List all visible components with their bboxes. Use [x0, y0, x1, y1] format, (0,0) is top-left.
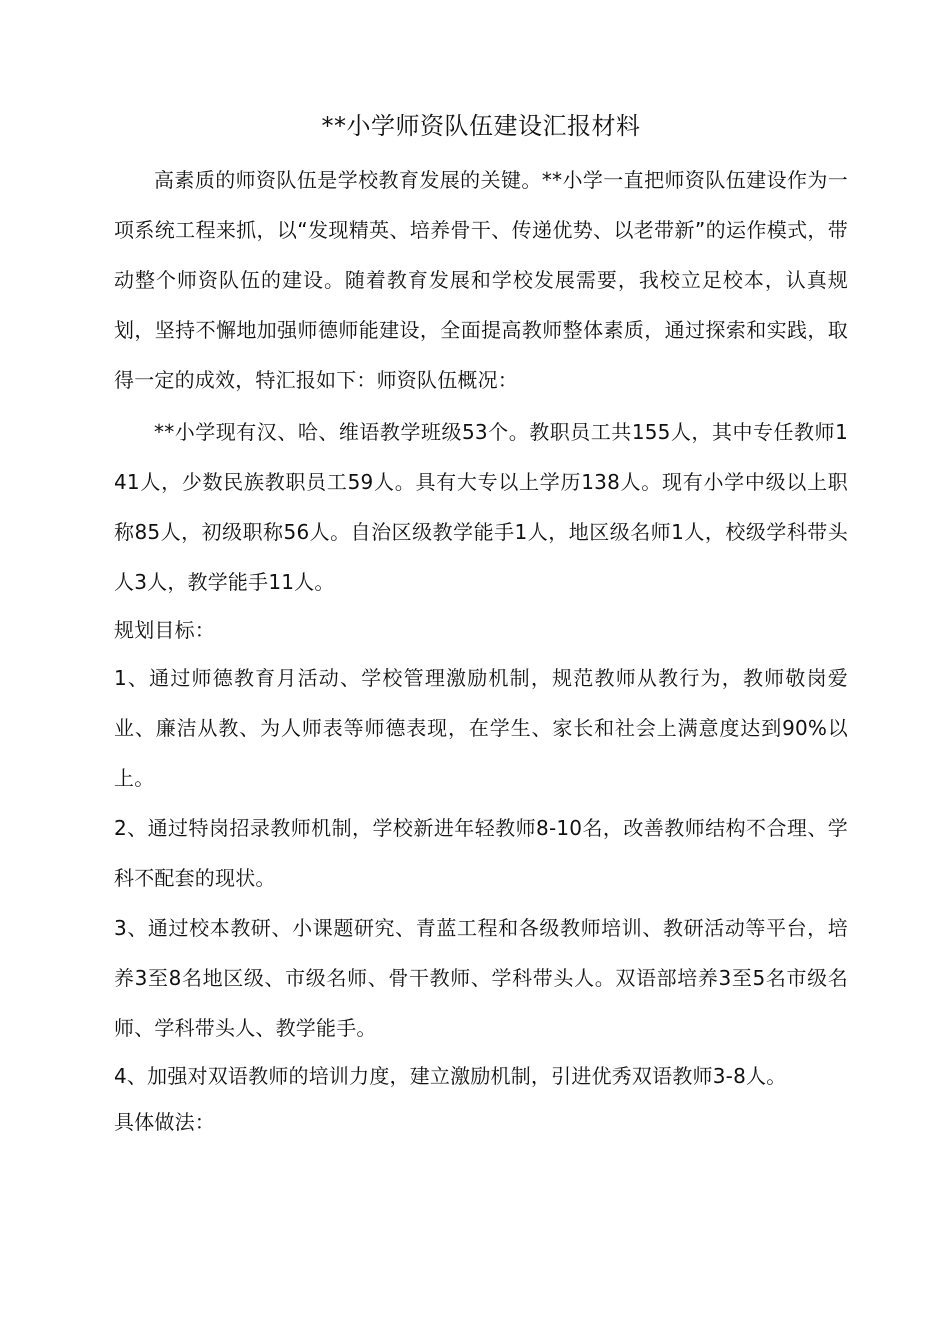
- goal-item-3: 3、通过校本教研、小课题研究、青蓝工程和各级教师培训、教研活动等平台，培养3至8名地区级、市级名师、骨干教师、学科带头人。双语部培养3至5名市级名师、学科带头人、教学能手。: [114, 916, 848, 1040]
- goal-item-4: 4、加强对双语教师的培训力度，建立激励机制，引进优秀双语教师3-8人。: [114, 1064, 787, 1088]
- overview-paragraph: **小学现有汉、哈、维语教学班级53个。教职员工共155人，其中专任教师141人，少数民族教职员工59人。具有大专以上学历138人。现有小学中级以上职称85人，初级职称56人。自治区级教学能手1人，地区级名师1人，校级学科带头人3人，教学能手11人。: [114, 420, 848, 594]
- goal-item-1: 1、通过师德教育月活动、学校管理激励机制，规范教师从教行为，教师敬岗爱业、廉洁从教、为人师表等师德表现，在学生、家长和社会上满意度达到90%以上。: [114, 666, 848, 790]
- document-page: [114, 104, 848, 1145]
- goal-item-2: 2、通过特岗招录教师机制，学校新进年轻教师8-10名，改善教师结构不合理、学科不配套的现状。: [114, 816, 848, 890]
- methods-heading: 具体做法：: [114, 1110, 215, 1134]
- goals-heading: 规划目标：: [114, 618, 215, 642]
- document-title: **小学师资队伍建设汇报材料: [321, 112, 641, 140]
- intro-paragraph: 高素质的师资队伍是学校教育发展的关键。**小学一直把师资队伍建设作为一项系统工程来抓，以“发现精英、培养骨干、传递优势、以老带新”的运作模式，带动整个师资队伍的建设。随着教育发展和学校发展需要，我校立足校本，认真规划，坚持不懈地加强师德师能建设，全面提高教师整体素质，通过探索和实践，取得一定的成效，特汇报如下：师资队伍概况：: [114, 168, 848, 392]
